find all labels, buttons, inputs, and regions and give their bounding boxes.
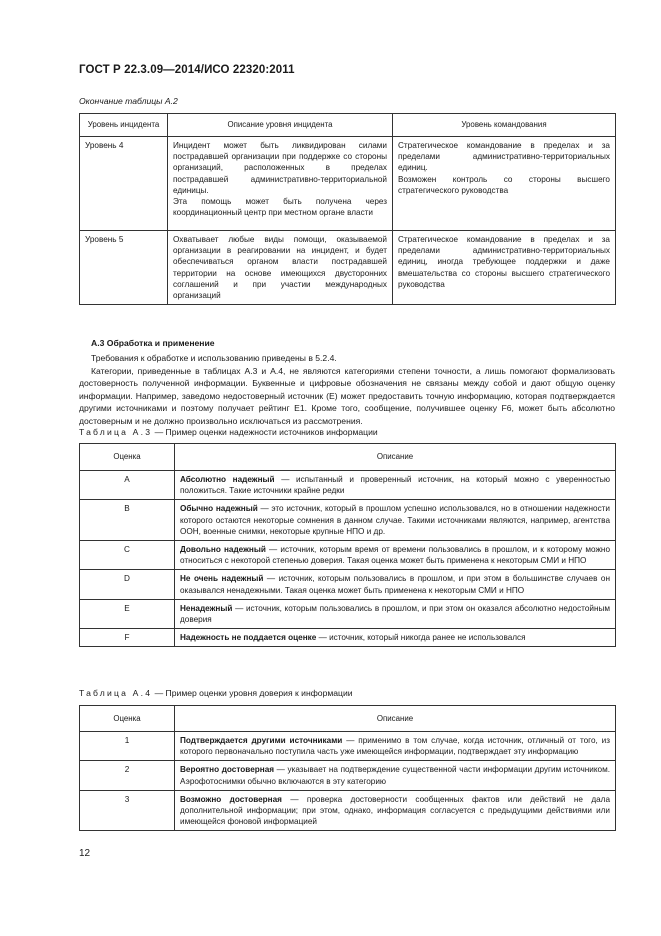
table-label: Таблица А.3 — [79, 427, 153, 437]
grade-cell: D — [80, 570, 175, 599]
column-header: Уровень командования — [393, 114, 616, 137]
table-a4 — [79, 705, 616, 831]
page-header-title: ГОСТ Р 22.3.09—2014/ИСО 22320:2011 — [79, 64, 295, 76]
grade-cell: Е — [80, 599, 175, 628]
table-header-row — [80, 114, 616, 137]
table-caption-text: — Пример оценки надежности источников информации — [152, 427, 378, 437]
table-a2-caption: Окончание таблицы А.2 — [79, 96, 178, 106]
description-cell — [175, 599, 616, 628]
term-definition: — испытанный и проверенный источник, на который можно с уверенностью положиться. Такие источники крайне редки — [180, 475, 610, 496]
table-row — [80, 761, 616, 790]
term: Возможно достоверная — [180, 794, 282, 804]
table-caption-text: — Пример оценки уровня доверия к информации — [152, 688, 353, 698]
grade-cell: F — [80, 629, 175, 647]
grade-cell: 2 — [80, 761, 175, 790]
term: Подтверждается другими источниками — [180, 736, 343, 745]
term: Обычно надежный — [180, 504, 258, 514]
term: Абсолютно надежный — [180, 475, 275, 484]
table-a3-caption — [79, 427, 378, 437]
term: Надежность не поддается оценке — [180, 633, 317, 643]
grade-cell: 3 — [80, 790, 175, 831]
page-number: 12 — [79, 848, 91, 859]
table-row — [80, 500, 616, 541]
column-header: Оценка — [80, 444, 175, 471]
section-title: А.3 Обработка и применение — [91, 338, 215, 348]
term-definition: — это источник, который в прошлом успешно использовался, но в отношении надежности которого остаются некоторые сомнения в данном случае. Такими источниками являются, например, агентства ООН, военные снимки, некоторые крупные НПО и др. — [180, 504, 611, 536]
section-body — [79, 352, 615, 427]
incident-level: Уровень 4 — [80, 137, 168, 231]
term: Ненадежный — [180, 603, 233, 613]
table-header-row — [80, 706, 616, 732]
column-header: Описание уровня инцидента — [168, 114, 393, 137]
table-row — [80, 732, 616, 761]
command-text: Стратегическое командование в пределах и за пределами административно-территориальных единиц. — [398, 141, 610, 173]
description-cell — [175, 471, 616, 500]
description-cell — [175, 500, 616, 541]
term-definition: — применимо в том случае, когда источник, отличный от того, из которого первоначально поступила часть уже имеющейся информации, подтверждает эту информацию — [180, 736, 611, 757]
command-level — [393, 137, 616, 231]
description-text: Инцидент может быть ликвидирован силами пострадавшей организации при поддержке со стороны организаций, расположенных в пределах пострадавшей административно-территориальной единицы. — [173, 141, 387, 195]
table-row — [80, 570, 616, 599]
description-cell — [175, 790, 616, 831]
incident-level: Уровень 5 — [80, 231, 168, 305]
column-header: Описание — [175, 444, 616, 471]
term-definition: — источник, которым время от времени пользовались в прошлом, и к которому можно относиться с некоторой степенью доверия. Такая оценка может быть применена к некоторым СМИ и НПО — [180, 545, 610, 566]
term: Довольно надежный — [180, 545, 266, 555]
table-row — [80, 790, 616, 831]
description-cell — [175, 541, 616, 570]
command-level: Стратегическое командование в пределах и за пределами административно-территориальных единиц, иногда требующее поддержки и даже вмешательства со стороны высшего стратегического руководства — [393, 231, 616, 305]
command-text: Возможен контроль со стороны высшего стратегического руководства — [398, 174, 610, 195]
table-row — [80, 471, 616, 500]
grade-cell: В — [80, 500, 175, 541]
table-row — [80, 541, 616, 570]
term-definition: — проверка достоверности сообщенных фактов или действий не дала дополнительной информации; при этом, однако, информация согласуется с предыдущими действиями или имеющейся фоновой информацией — [180, 794, 611, 827]
column-header: Описание — [175, 706, 616, 732]
description-cell — [175, 629, 616, 647]
table-row — [80, 629, 616, 647]
table-header-row — [80, 444, 616, 471]
column-header: Оценка — [80, 706, 175, 732]
column-header: Уровень инцидента — [80, 114, 168, 137]
term-definition: — источник, которым пользовались в прошлом, и при этом он оказался абсолютно недостойным доверия — [180, 603, 610, 625]
term: Вероятно достоверная — [180, 765, 275, 775]
table-a2 — [79, 113, 616, 305]
grade-cell: С — [80, 541, 175, 570]
grade-cell: 1 — [80, 732, 175, 761]
incident-description — [168, 137, 393, 231]
description-cell — [175, 732, 616, 761]
grade-cell: А — [80, 471, 175, 500]
description-cell — [175, 761, 616, 790]
term-definition: — источник, которым пользовались в прошлом, и при этом в большинстве случаев он оказывался ненадежными. Такая оценка может быть применена к некоторым СМИ и НПО — [180, 574, 610, 595]
term: Не очень надежный — [180, 574, 264, 584]
table-row — [80, 231, 616, 305]
table-a3 — [79, 443, 616, 647]
table-a4-caption — [79, 688, 353, 698]
paragraph: Требования к обработке и использованию приведены в 5.2.4. — [91, 353, 337, 363]
table-row — [80, 599, 616, 628]
incident-description: Охватывает любые виды помощи, оказываемой организации в реагировании на инцидент, и будет обеспечиваться органом власти пострадавшей территории на основе имеющихся двусторонних соглашений и при участии международных организаций — [168, 231, 393, 305]
table-row — [80, 137, 616, 231]
description-text: Эта помощь может быть получена через координационный центр при местном органе власти — [173, 197, 387, 218]
term-definition: — источник, который никогда ранее не использовался — [316, 633, 526, 643]
description-cell — [175, 570, 616, 599]
paragraph: Категории, приведенные в таблицах А.3 и А.4, не являются категориями степени точности, а лишь помогают формализовать достоверность полученной информации. Буквенные и цифровые обозначения не связаны между собой и дают общую оценку информации. Например, заведомо недостоверный источник (Е) может предоставить точную информацию, которая подтверждается другими источниками и поэтому получает рейтинг Е1. Кроме того, сообщение, получившее оценку F6, может быть абсолютно достоверным и не должно произвольно исключаться из рассмотрения. — [79, 365, 615, 426]
term-definition: — указывает на подтверждение существенной части информации другим источником. Аэрофотоснимки обычно включаются в эту категорию — [180, 765, 610, 786]
table-label: Таблица А.4 — [79, 688, 153, 698]
